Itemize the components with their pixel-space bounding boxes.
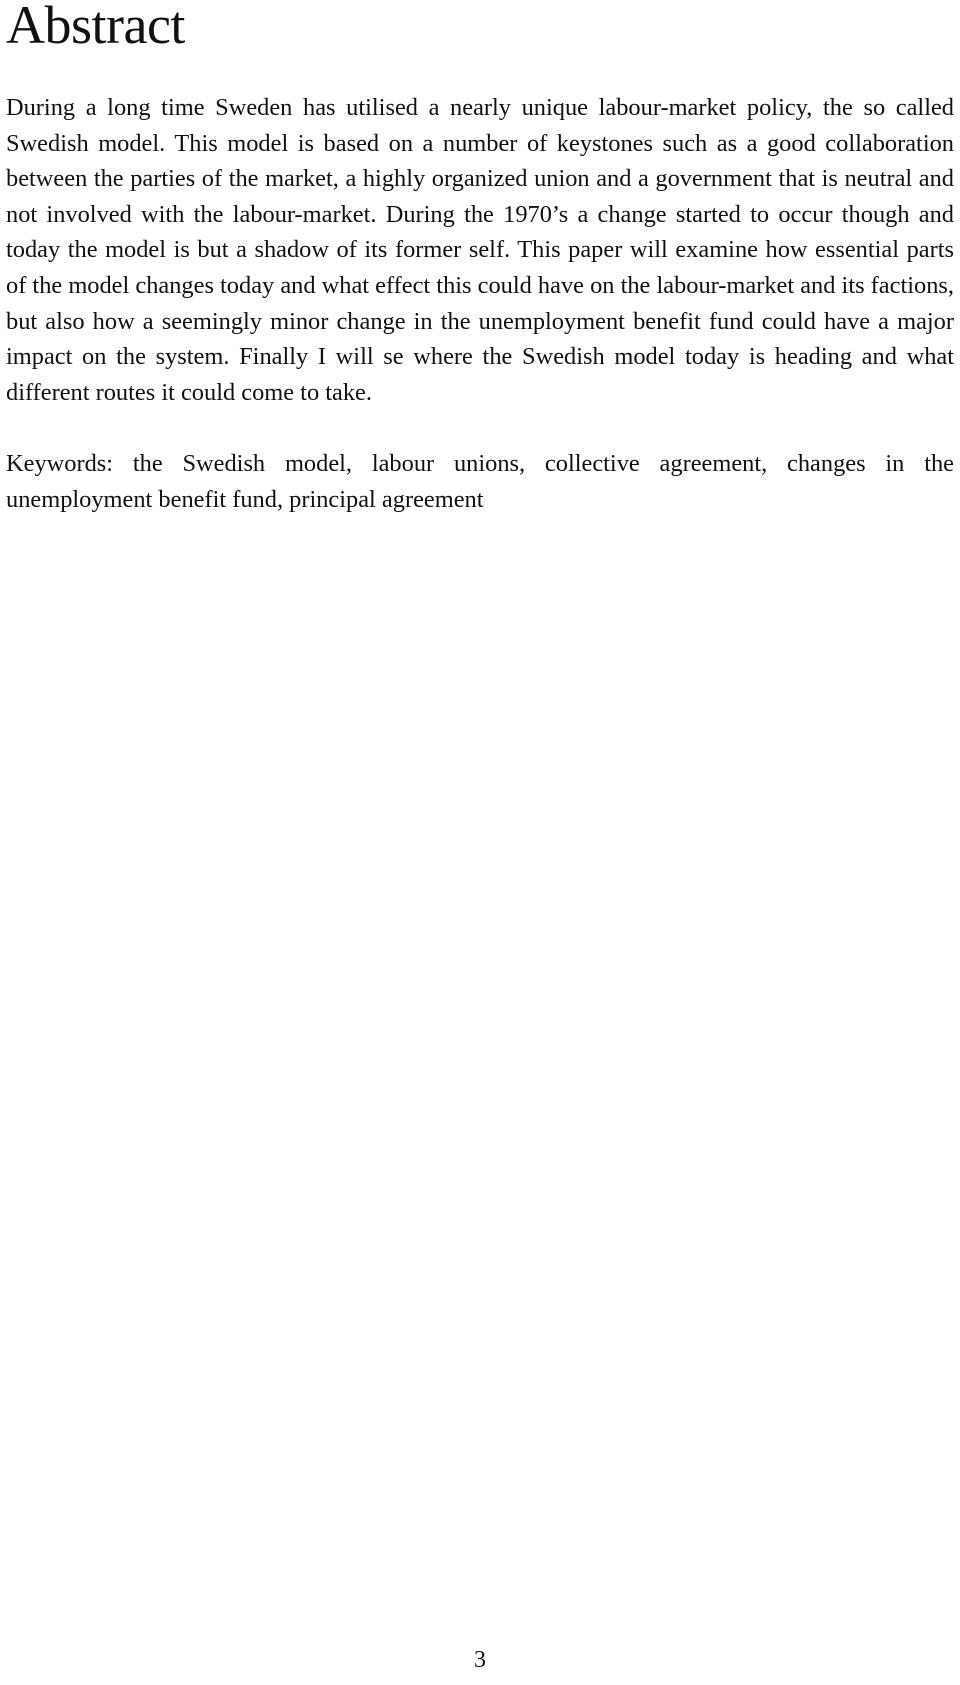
page-number: 3 — [474, 1647, 486, 1673]
abstract-paragraph: During a long time Sweden has utilised a nearly unique labour-market policy, the so called Swedish model. This model is based on a number of keystones such as a good collaboration between the parties of the market, a highly organized union and a government that is neutral and not involved with the labour-market. During the 1970’s a change started to occur though and today the model is but a shadow of its former self. This paper will examine how essential parts of the model changes today and what effect this could have on the labour-market and its factions, but also how a seemingly minor change in the unemployment benefit fund could have a major impact on the system. Finally I will se where the Swedish model today is heading and what different routes it could come to take. — [6, 94, 954, 406]
page-title: Abstract — [6, 0, 185, 55]
document-page — [6, 0, 954, 518]
keywords-paragraph: Keywords: the Swedish model, labour unions, collective agreement, changes in the unemployment benefit fund, principal agreement — [6, 450, 954, 513]
